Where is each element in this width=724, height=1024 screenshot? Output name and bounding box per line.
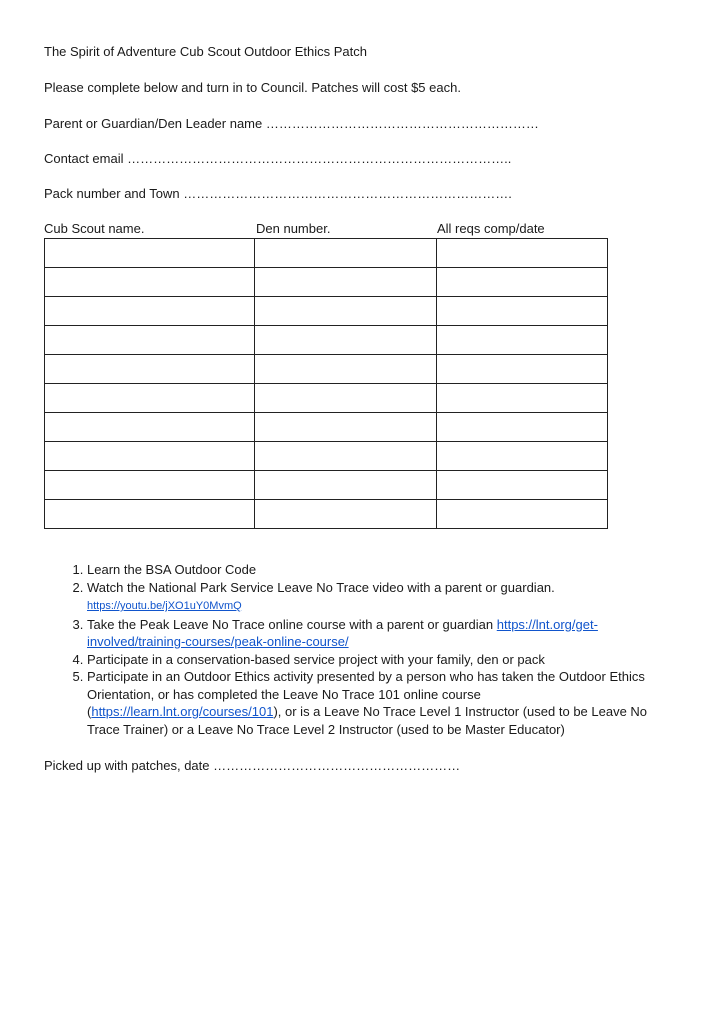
requirement-3 [87,616,667,651]
cub-scout-name-cell[interactable] [45,442,255,471]
den-number-cell[interactable] [254,326,437,355]
reqs-date-cell[interactable] [437,413,608,442]
lnt-101-course-link[interactable]: https://learn.lnt.org/courses/101 [91,704,274,719]
table-row [45,442,608,471]
table-row [45,297,608,326]
den-number-cell[interactable] [254,413,437,442]
pack-town-label: Pack number and Town [44,186,184,201]
reqs-date-cell[interactable] [437,471,608,500]
requirement-5 [87,668,667,738]
table-row [45,500,608,529]
table-row [45,355,608,384]
cub-scout-name-cell[interactable] [45,268,255,297]
reqs-date-cell[interactable] [437,442,608,471]
page-title: The Spirit of Adventure Cub Scout Outdoor Ethics Patch [44,44,368,59]
requirement-2 [87,579,667,616]
cub-scout-name-cell[interactable] [45,326,255,355]
den-number-cell[interactable] [254,239,437,268]
table-row [45,268,608,297]
scout-roster-table [44,238,608,529]
parent-name-blank[interactable]: ……………………………………………………… [265,116,539,131]
requirement-1 [87,561,667,579]
peak-course-link[interactable]: https://lnt.org/get-involved/training-courses/peak-online-course/ [87,616,598,649]
requirement-5-text-a: Participate in an Outdoor Ethics activity presented by a person who has taken the Outdoor Ethics Orientation, or has completed the Leave No Trace 101 online course ( [87,669,645,719]
cub-scout-name-cell[interactable] [45,471,255,500]
table-row [45,384,608,413]
parent-name-label: Parent or Guardian/Den Leader name [44,116,266,131]
cub-scout-name-cell[interactable] [45,355,255,384]
reqs-date-cell[interactable] [437,297,608,326]
den-number-cell[interactable] [254,268,437,297]
requirement-2-text: Watch the National Park Service Leave No Trace video with a parent or guardian. [87,579,555,595]
pack-town-field[interactable] [44,186,512,202]
reqs-date-cell[interactable] [437,326,608,355]
header-all-reqs: All reqs comp/date [437,221,545,236]
cub-scout-name-cell[interactable] [45,384,255,413]
youtube-video-link[interactable]: https://youtu.be/jXO1uY0MvmQ [87,600,242,612]
contact-email-label: Contact email [44,151,128,166]
requirement-5-text-b: ), or is a Leave No Trace Level 1 Instructor (used to be Leave No Trace Trainer) or a Leave No Trace Level 2 Instructor (used to be Master Educator) [87,704,648,737]
reqs-date-cell[interactable] [437,355,608,384]
reqs-date-cell[interactable] [437,384,608,413]
contact-email-field[interactable] [44,151,511,167]
den-number-cell[interactable] [254,297,437,326]
reqs-date-cell[interactable] [437,500,608,529]
parent-name-field[interactable] [44,116,539,132]
table-row [45,239,608,268]
cub-scout-name-cell[interactable] [45,297,255,326]
contact-email-blank[interactable]: …………………………………………………………………………….. [127,151,512,166]
pack-town-blank[interactable]: …………………………………………………………………. [183,186,512,201]
requirement-1-text: Learn the BSA Outdoor Code [87,562,257,577]
header-den-number: Den number. [256,221,331,236]
requirement-4 [87,651,667,669]
requirement-4-text: Participate in a conservation-based service project with your family, den or pack [87,651,545,667]
table-row [45,413,608,442]
pickup-date-field[interactable] [44,758,460,774]
den-number-cell[interactable] [254,442,437,471]
requirements-list [44,561,667,738]
den-number-cell[interactable] [254,471,437,500]
den-number-cell[interactable] [254,355,437,384]
instructions-text: Please complete below and turn in to Council. Patches will cost $5 each. [44,80,461,95]
reqs-date-cell[interactable] [437,268,608,297]
reqs-date-cell[interactable] [437,239,608,268]
cub-scout-name-cell[interactable] [45,239,255,268]
pickup-date-blank[interactable]: ………………………………………………… [213,758,461,773]
den-number-cell[interactable] [254,384,437,413]
table-row [45,471,608,500]
den-number-cell[interactable] [254,500,437,529]
cub-scout-name-cell[interactable] [45,500,255,529]
table-row [45,326,608,355]
requirement-3-text: Take the Peak Leave No Trace online course with a parent or guardian [87,616,497,632]
pickup-date-label: Picked up with patches, date [44,758,214,773]
header-cub-scout-name: Cub Scout name. [44,221,145,236]
cub-scout-name-cell[interactable] [45,413,255,442]
